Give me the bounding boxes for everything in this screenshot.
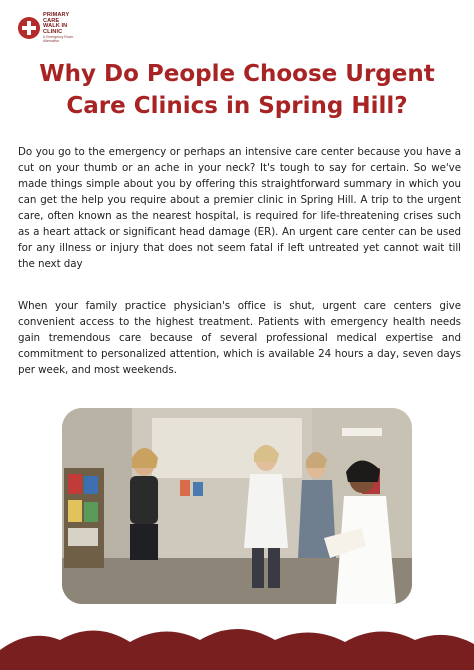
clinic-staff-photo (62, 408, 412, 604)
footer-wave-decoration (0, 610, 474, 670)
paragraph-2: When your family practice physician's office is shut, urgent care centers give convenient access to the highest treatment. Patients with emergency health needs gain tremendous care because of several professional medical expertise and commitment to personalized attention, which is available 24 hours a day, seven days per week, and most weekends. (18, 300, 461, 376)
clinic-logo (18, 8, 78, 48)
paragraph-1: Do you go to the emergency or perhaps an intensive care center because you have a cut on your thumb or an ache in your neck? It's tough to say for certain. So we've made things simple about you by offering this straightforward summary in which you can get the help you require about a premier clinic in Spring Hill. A trip to the urgent care, often known as the nearest hospital, is required for life-threatening crises such as a heart attack or significant head damage (ER). An urgent care center can be used for any illness or injury that does not seem fatal if left untreated yet cannot wait till the next day (18, 146, 461, 270)
logo-line-2: WALK IN CLINIC (43, 23, 68, 35)
logo-line-1: PRIMARY CARE (43, 11, 70, 24)
logo-text (43, 13, 78, 43)
medical-cross-icon (18, 17, 40, 39)
logo-line-3: & Emergency Room Alternative (43, 35, 74, 43)
page-title: Why Do People Choose Urgent Care Clinics in Spring Hill? (39, 61, 435, 119)
